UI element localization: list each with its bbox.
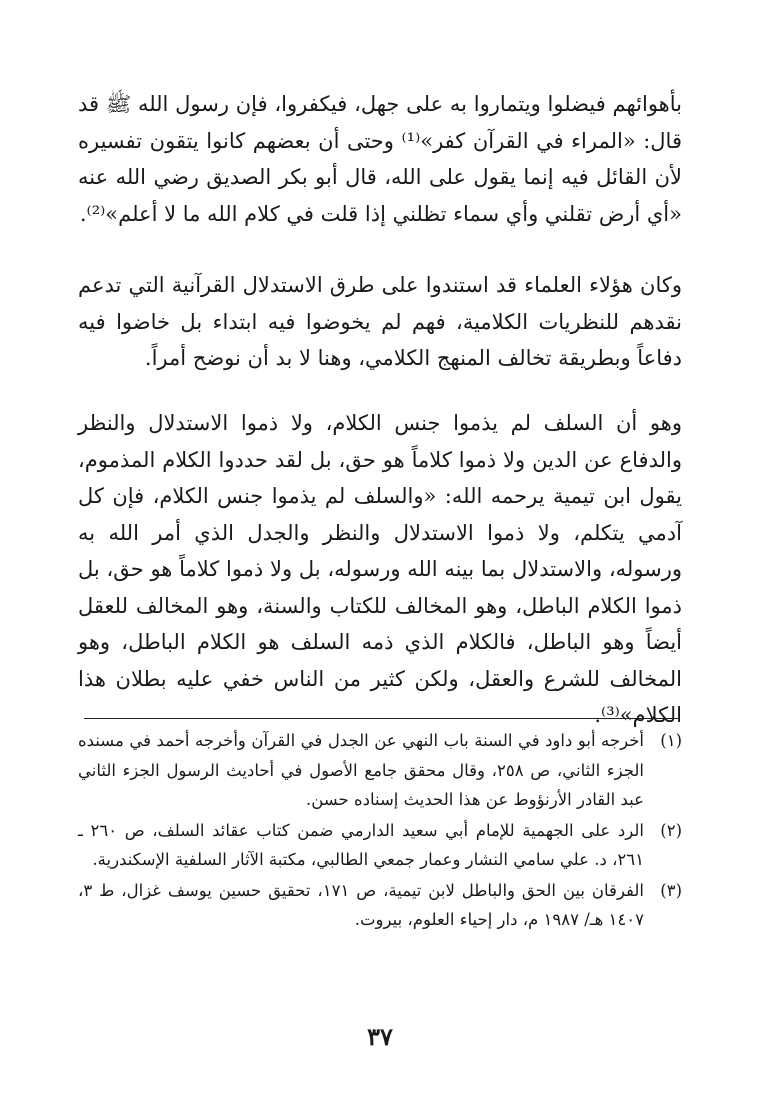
footnote-separator: [84, 718, 678, 719]
footnote-number: (٣): [660, 880, 682, 900]
body-paragraph-1: بأهوائهم فيضلوا ويتماروا به على جهل، فيكفروا، فإن رسول الله ﷺ قد قال: «المراء في القرآن كفر»⁽¹⁾ وحتى أن بعضهم كانوا يتقون تفسيره لأن القائل فيه إنما يقول على الله، قال أبو بكر الصديق رضي الله عنه «أي أرض تقلني وأي سماء تظلني إذا قلت في كلام الله ما لا أعلم»⁽²⁾.: [78, 92, 682, 226]
footnote-text: أخرجه أبو داود في السنة باب النهي عن الجدل في القرآن وأخرجه أحمد في مسنده الجزء الثاني، ص ٢٥٨، وقال محقق جامع الأصول في أحاديث الرسول الجزء الثاني عبد القادر الأرنؤوط عن هذا الحديث إسناده حسن.: [78, 731, 644, 809]
body-paragraph-2: وكان هؤلاء العلماء قد استندوا على طرق الاستدلال القرآنية التي تدعم نقدهم للنظريات الكلامية، فهم لم يخوضوا فيه ابتداء بل خاضوا فيه دفاعاً وبطريقة تخالف المنهج الكلامي، وهنا لا بد أن نوضح أمراً.: [78, 273, 682, 370]
footnote-2: [78, 816, 682, 875]
footnote-text: الفرقان بين الحق والباطل لابن تيمية، ص ١٧١، تحقيق حسين يوسف غزال، ط ٣، ١٤٠٧ هـ/ ١٩٨٧ م، دار إحياء العلوم، بيروت.: [78, 880, 645, 929]
footnote-3: [78, 876, 682, 935]
footnote-1: [78, 726, 682, 815]
page-number: ٣٧: [367, 1022, 393, 1051]
footnote-number: (٢): [660, 820, 682, 840]
body-paragraph-3: وهو أن السلف لم يذموا جنس الكلام، ولا ذموا الاستدلال والنظر والدفاع عن الدين ولا ذموا كلاماً هو حق، بل لقد حددوا الكلام المذموم، يقول ابن تيمية يرحمه الله: «والسلف لم يذموا جنس الكلام، فإن كل آدمي يتكلم، ولا ذموا الاستدلال والنظر والجدل الذي أمر الله به ورسوله، والاستدلال بما بينه الله ورسوله، بل ولا ذموا كلاماً هو حق، بل ذموا الكلام الباطل، وهو المخالف للكتاب والسنة، وهو المخالف للعقل أيضاً وهو الباطل، فالكلام الذي ذمه السلف هو الكلام الباطل، وهو المخالف للشرع والعقل، ولكن كثير من الناس خفي عليه بطلان هذا الكلام»⁽³⁾.: [78, 411, 682, 727]
footnote-text: الرد على الجهمية للإمام أبي سعيد الدارمي ضمن كتاب عقائد السلف، ص ٢٦٠ ـ ٢٦١، د. علي سامي النشار وعمار جمعي الطالبي، مكتبة الآثار السلفية الإسكندرية.: [78, 820, 644, 869]
footnote-number: (١): [660, 731, 682, 750]
footnotes: [78, 726, 682, 936]
